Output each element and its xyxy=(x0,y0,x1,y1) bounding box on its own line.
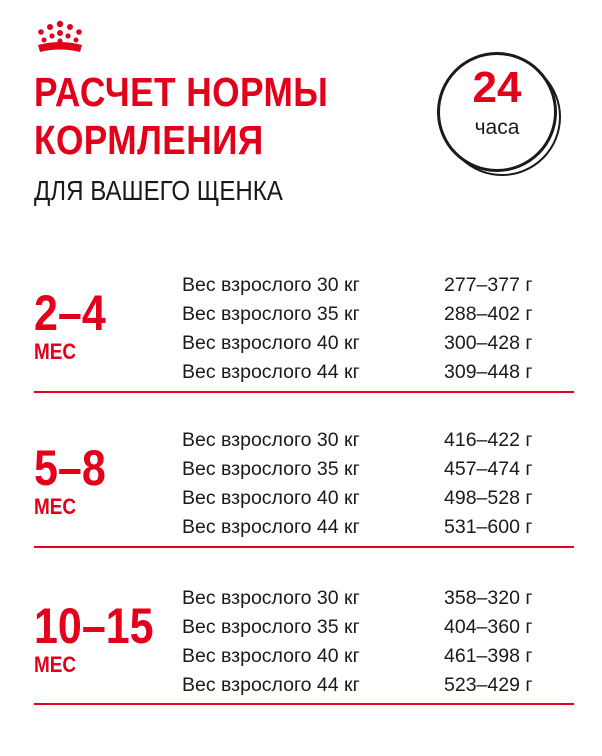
portion-value: 498–528 г xyxy=(444,487,533,509)
portion-value: 523–429 г xyxy=(444,674,533,696)
age-range: 10–15 xyxy=(34,598,154,654)
adult-weight-label: Вес взрослого 30 кг xyxy=(182,587,360,609)
age-label xyxy=(34,287,106,365)
title-line-2: КОРМЛЕНИЯ xyxy=(34,117,264,163)
adult-weight-label: Вес взрослого 30 кг xyxy=(182,429,360,451)
portion-value: 531–600 г xyxy=(444,516,533,538)
age-section-5-8 xyxy=(0,426,602,566)
age-range: 2–4 xyxy=(34,285,106,341)
portion-value: 461–398 г xyxy=(444,645,533,667)
age-label xyxy=(34,442,106,520)
age-range: 5–8 xyxy=(34,440,106,496)
age-unit: МЕС xyxy=(34,339,77,364)
portion-row xyxy=(182,426,562,455)
age-section-2-4 xyxy=(0,271,602,411)
royal-crown-icon xyxy=(34,20,86,56)
adult-weight-label: Вес взрослого 35 кг xyxy=(182,616,360,638)
portion-value: 358–320 г xyxy=(444,587,533,609)
badge-unit: часа xyxy=(474,116,520,139)
portion-value: 300–428 г xyxy=(444,332,533,354)
portion-value: 416–422 г xyxy=(444,429,533,451)
adult-weight-label: Вес взрослого 40 кг xyxy=(182,645,360,667)
age-unit: МЕС xyxy=(34,652,77,677)
age-unit: МЕС xyxy=(34,494,77,519)
badge-number: 24 xyxy=(472,63,522,112)
portion-value: 277–377 г xyxy=(444,274,533,296)
age-label xyxy=(34,600,154,678)
adult-weight-label: Вес взрослого 40 кг xyxy=(182,332,360,354)
portion-row xyxy=(182,613,562,642)
portion-row xyxy=(182,642,562,671)
page-title xyxy=(34,68,328,164)
adult-weight-label: Вес взрослого 40 кг xyxy=(182,487,360,509)
adult-weight-label: Вес взрослого 30 кг xyxy=(182,274,360,296)
portion-value: 404–360 г xyxy=(444,616,533,638)
title-line-1: РАСЧЕТ НОРМЫ xyxy=(34,69,329,115)
adult-weight-label: Вес взрослого 35 кг xyxy=(182,303,360,325)
portion-row xyxy=(182,455,562,484)
portion-row xyxy=(182,584,562,613)
portion-row xyxy=(182,271,562,300)
portion-row xyxy=(182,358,562,387)
portion-row xyxy=(182,671,562,700)
portion-row xyxy=(182,484,562,513)
portion-list xyxy=(182,271,562,387)
portion-list xyxy=(182,584,562,700)
page-subtitle: ДЛЯ ВАШЕГО ЩЕНКА xyxy=(34,175,283,206)
portion-row xyxy=(182,513,562,542)
section-divider xyxy=(34,546,574,548)
adult-weight-label: Вес взрослого 44 кг xyxy=(182,516,360,538)
section-divider xyxy=(34,391,574,393)
portion-value: 288–402 г xyxy=(444,303,533,325)
portion-row xyxy=(182,300,562,329)
portion-list xyxy=(182,426,562,542)
adult-weight-label: Вес взрослого 44 кг xyxy=(182,674,360,696)
adult-weight-label: Вес взрослого 44 кг xyxy=(182,361,360,383)
adult-weight-label: Вес взрослого 35 кг xyxy=(182,458,360,480)
portion-value: 457–474 г xyxy=(444,458,533,480)
daily-badge xyxy=(437,52,563,178)
portion-row xyxy=(182,329,562,358)
section-divider xyxy=(34,703,574,705)
portion-value: 309–448 г xyxy=(444,361,533,383)
